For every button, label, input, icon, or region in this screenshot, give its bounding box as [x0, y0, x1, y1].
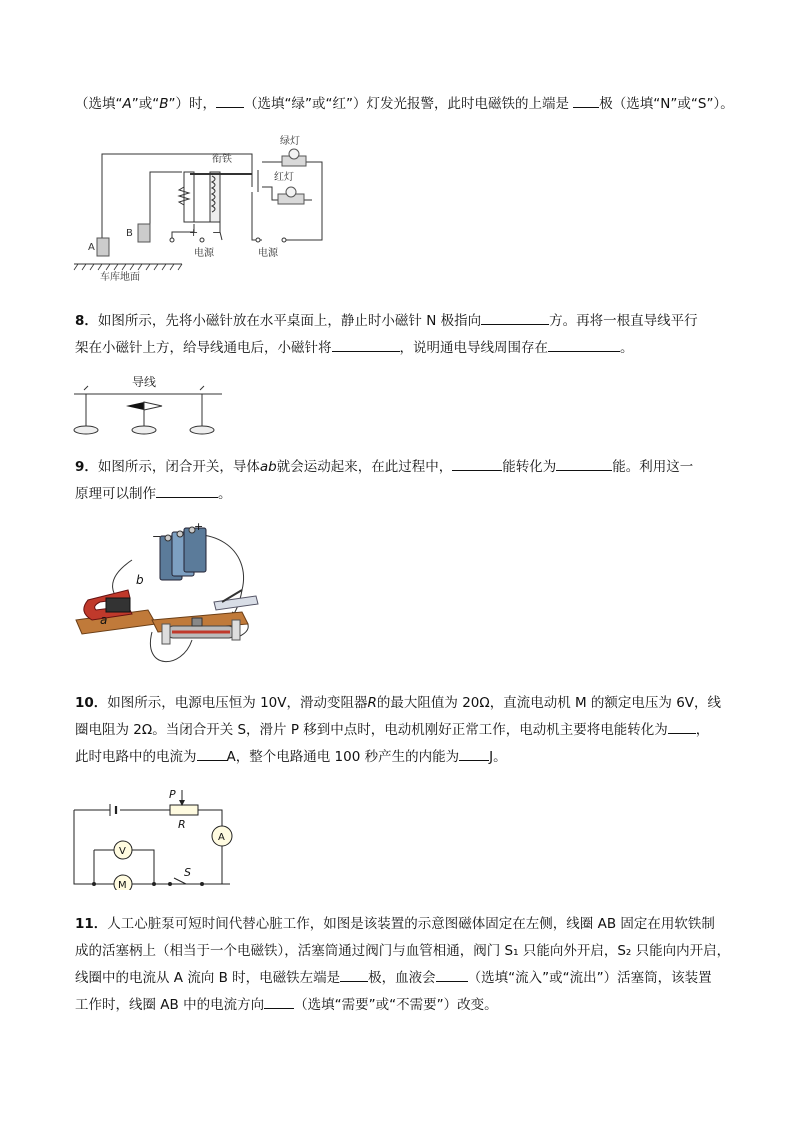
q10-text: 如图所示，电源电压恒为 10V，滑动变阻器: [107, 695, 368, 711]
answer-blank[interactable]: [459, 748, 489, 761]
q8-text: 。: [620, 340, 634, 356]
q11-text-line: [75, 969, 712, 987]
q9-text: 。: [218, 486, 232, 502]
q7-text-line: [75, 95, 734, 113]
q9-text: 就会运动起来，在此过程中，: [276, 459, 453, 475]
motor-label: M: [118, 880, 127, 890]
q11-text: 线圈中的电流从 A 流向 B 时，电磁铁左端是: [75, 970, 341, 986]
q11-text-line: [75, 942, 730, 960]
q11-text: 工作时，线圈 AB 中的电流方向: [75, 997, 265, 1013]
q8-text-line: [75, 339, 634, 357]
q7-alarm-circuit-figure: [72, 132, 332, 282]
q7-option-b: B: [159, 96, 169, 112]
answer-blank[interactable]: [548, 339, 620, 352]
q9-text: 原理可以制作: [75, 486, 156, 502]
label-p: P: [169, 788, 176, 801]
q10-text: 圈电阻为 2Ω。当闭合开关 S，滑片 P 移到中点时，电动机刚好正常工作，电动机主要将电能转化为: [75, 722, 668, 738]
label-b: B: [126, 228, 133, 239]
q11-text-line: [75, 996, 498, 1014]
q10-circuit-diagram: [70, 786, 240, 890]
q11-text: （选填“流入”或“流出”）活塞筒，该装置: [467, 970, 712, 986]
label-b: b: [136, 573, 144, 587]
voltmeter-label: V: [119, 846, 126, 857]
q11-text: 极，血液会: [368, 970, 436, 986]
q10-text: ，: [695, 722, 710, 738]
q9-text: 能。利用这一: [612, 459, 694, 475]
answer-blank[interactable]: [481, 312, 549, 325]
label-red-lamp: 红灯: [274, 172, 294, 183]
q9-conductor-label: ab: [259, 459, 277, 475]
answer-blank[interactable]: [216, 95, 244, 108]
q10-text: 的最大阻值为 20Ω，直流电动机 M 的额定电压为 6V，线: [376, 695, 722, 711]
answer-blank[interactable]: [332, 339, 400, 352]
q9-text-line: [75, 458, 693, 476]
q7-text: （选填“绿”或“红”）灯发光报警，此时电磁铁的上端是: [244, 96, 574, 112]
q8-text: 架在小磁针上方，给导线通电后，小磁针将: [75, 340, 332, 356]
q11-text: 成的活塞柄上（相当于一个电磁铁），活塞筒通过阀门与血管相通，阀门 S₁ 只能向外开启，S₂ 只能向内开启，: [75, 943, 731, 959]
q9-motor-experiment-figure: [72, 520, 272, 672]
q7-text: ”）时，: [168, 96, 217, 112]
q10-text: J。: [489, 749, 507, 765]
label-a: A: [88, 242, 95, 253]
question-number: 10．: [75, 695, 108, 711]
question-number: 8．: [75, 313, 98, 329]
battery-minus-label: −: [152, 530, 162, 543]
answer-blank[interactable]: [264, 996, 294, 1009]
label-wire: 导线: [132, 375, 157, 389]
q8-text: ，说明通电导线周围存在: [399, 340, 548, 356]
q9-text: 能转化为: [502, 459, 557, 475]
q11-text: 人工心脏泵可短时间代替心脏工作，如图是该装置的示意图磁体固定在左侧，线圈 AB 固定在用软铁制: [107, 916, 715, 932]
answer-blank[interactable]: [156, 485, 218, 498]
answer-blank[interactable]: [452, 458, 502, 471]
q8-text-line: [75, 312, 698, 330]
q11-text-line: [75, 915, 715, 933]
label-power-2: 电源: [258, 248, 278, 259]
q7-text: ”或“: [131, 96, 160, 112]
q11-text: （选填“需要”或“不需要”）改变。: [294, 997, 498, 1013]
q8-text: 方。再将一根直导线平行: [549, 313, 698, 329]
label-ground: 车库地面: [100, 272, 140, 282]
q10-text-line: [75, 721, 709, 739]
q7-option-a: A: [122, 96, 132, 112]
answer-blank[interactable]: [340, 969, 368, 982]
answer-blank[interactable]: [197, 748, 227, 761]
label-plus: +: [189, 226, 199, 239]
answer-blank[interactable]: [556, 458, 612, 471]
q7-text: 极（选填“N”或“S”）。: [599, 96, 734, 112]
q10-resistor-symbol: R: [367, 695, 377, 711]
answer-blank[interactable]: [436, 969, 468, 982]
label-minus: −: [212, 226, 222, 239]
q8-text: 如图所示，先将小磁针放在水平桌面上，静止时小磁针 N 极指向: [97, 313, 482, 329]
answer-blank[interactable]: [668, 721, 696, 734]
battery-plus-label: +: [194, 520, 204, 533]
q10-text-line: [75, 748, 507, 766]
q10-text: 此时电路中的电流为: [75, 749, 197, 765]
q9-text: 如图所示，闭合开关，导体: [97, 459, 260, 475]
label-green-lamp: 绿灯: [280, 136, 300, 147]
q10-text-line: [75, 694, 721, 712]
label-r: R: [178, 818, 186, 831]
ammeter-label: A: [218, 832, 225, 843]
label-power-1: 电源: [194, 248, 214, 259]
q8-compass-wire-figure: [72, 372, 232, 440]
answer-blank[interactable]: [573, 95, 599, 108]
question-number: 11．: [75, 916, 108, 932]
q9-text-line: [75, 485, 232, 503]
question-number: 9．: [75, 459, 98, 475]
label-a: a: [100, 613, 108, 627]
q7-text: （选填“: [75, 96, 123, 112]
label-armature: 衔铁: [212, 154, 232, 165]
q10-text: A，整个电路通电 100 秒产生的内能为: [226, 749, 460, 765]
label-s: S: [184, 866, 191, 879]
